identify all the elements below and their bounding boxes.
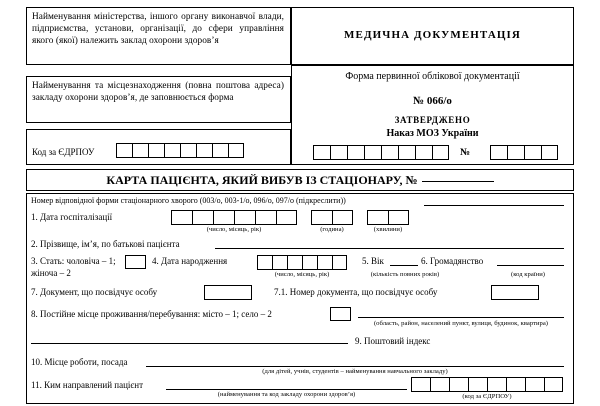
form-reference-line[interactable] [424,205,564,206]
item6-text: Громадянство [430,256,484,266]
item6-hint: (код країни) [511,271,545,278]
item4-birthdate-cells[interactable] [257,255,347,270]
item2-num: 2. [31,239,38,249]
form-kind-label: Форма первинної облікової документації [345,71,520,82]
item5-hint: (кількість повних років) [370,271,440,278]
item11-hint: (найменування та код закладу охорони здоров’я) [217,391,356,398]
approved-by-label: Наказ МОЗ України [386,128,479,139]
item3-sex-cell[interactable] [125,255,146,269]
item10-text: Місце роботи, посада [44,357,128,367]
item9-label [355,336,430,347]
item10-hint: (для дітей, учнів, студентів – найменування навчального закладу) [262,368,448,375]
item7-label [31,287,157,298]
edrpou-label: Код за ЄДРПОУ [32,147,95,157]
item11-label [31,380,143,391]
item1-text: Дата госпіталізації [40,212,113,222]
item5-line[interactable] [390,265,418,266]
item2-label [31,239,180,250]
item8-settlement-type-cell[interactable] [330,307,351,321]
item4-birthdate-hint: (число, місяць, рік) [274,271,330,278]
ministry-name-text: Найменування міністерства, іншого органу виконавчої влади, підприємства, установи, організації, до сфери управління якого (якої) належить заклад охорони здоров’я [32,12,284,47]
facility-name-text: Найменування та місцезнаходження (повна поштова адреса) закладу охорони здоров’я, де заповнюється форма [32,81,284,104]
item8-address-hint: (область, район, населений пункт, вулиця, будинок, квартира) [373,320,549,327]
item7-num: 7. [31,287,38,297]
item71-num: 7.1. [274,287,288,297]
item10-line[interactable] [146,366,564,367]
item9-text: Поштовий індекс [364,336,431,346]
item4-label [152,256,227,267]
item4-num: 4. [152,256,159,266]
item3-text: Стать: чоловіча – 1; [40,256,116,266]
item3-num: 3. [31,256,38,266]
form-reference-label: Номер відповідної форми стаціонарного хворого (003/о, 003-1/о, 096/о, 097/о (підкреслити)) [31,196,346,205]
item1-minute-cells[interactable] [367,210,409,225]
page-title [26,173,574,187]
item1-date-cells[interactable] [171,210,297,225]
item8-num: 8. [31,309,38,319]
item11-edrpou-hint: (код за ЄДРПОУ) [462,393,512,400]
item8-text: Постійне місце проживання/перебування: місто – 1; село – 2 [40,309,272,319]
page-title-number-line[interactable] [422,181,494,182]
item7-text: Документ, що посвідчує особу [40,287,158,297]
page-title-text: КАРТА ПАЦІЄНТА, ЯКИЙ ВИБУВ ІЗ СТАЦІОНАРУ, № [106,173,418,187]
item1-date-hint: (число, місяць, рік) [206,226,262,233]
medical-documentation-title: МЕДИЧНА ДОКУМЕНТАЦІЯ [344,29,521,41]
item5-label [362,256,384,267]
item11-num: 11. [31,380,42,390]
item71-document-number-cell[interactable] [491,285,539,300]
item2-line[interactable] [215,248,564,249]
item6-line[interactable] [497,265,564,266]
item7-document-cell[interactable] [204,285,252,300]
item11-line[interactable] [166,389,407,390]
item8-label [31,309,272,320]
item5-text: Вік [371,256,384,266]
item5-num: 5. [362,256,369,266]
item4-text: Дата народження [161,256,228,266]
approved-label: ЗАТВЕРДЖЕНО [394,115,471,125]
approved-date-cells[interactable] [313,145,449,160]
form-number: № 066/о [413,95,452,107]
item11-text: Ким направлений пацієнт [44,380,143,390]
item3-label-line2: жіноча – 2 [31,268,71,278]
item9-num: 9. [355,336,362,346]
approved-number-cells[interactable] [490,145,558,160]
item71-text: Номер документа, що посвідчує особу [289,287,438,297]
item9-line[interactable] [31,343,348,344]
edrpou-cells[interactable] [116,143,244,158]
item6-num: 6. [421,256,428,266]
item1-num: 1. [31,212,38,222]
item10-num: 10. [31,357,43,367]
item1-hour-cells[interactable] [311,210,353,225]
item2-text: Прізвище, ім’я, по батькові пацієнта [40,239,180,249]
item8-address-line[interactable] [358,317,564,318]
item1-label [31,212,112,223]
item1-minute-hint: (хвилини) [373,226,403,233]
item10-label [31,357,127,368]
item11-edrpou-cells[interactable] [411,377,563,392]
approved-number-sign: № [460,147,471,158]
item1-hour-hint: (година) [320,226,344,233]
item71-label [274,287,437,298]
item3-label-line1 [31,256,116,267]
item6-label [421,256,483,267]
